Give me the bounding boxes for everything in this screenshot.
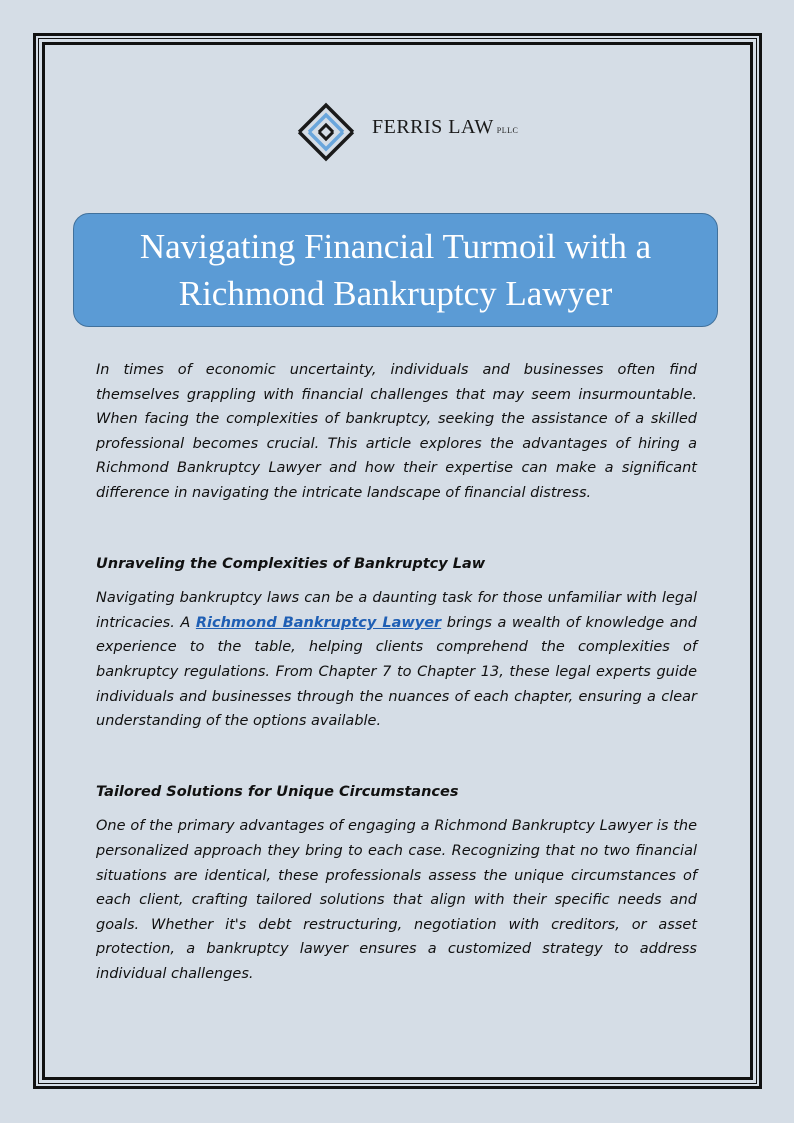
logo-diamond-icon [290,96,362,168]
richmond-bankruptcy-lawyer-link[interactable]: Richmond Bankruptcy Lawyer [195,614,442,631]
title-banner [73,213,718,327]
paragraph-text-after-link: brings a wealth of knowledge and experience to the table, helping clients comprehend the complexities of bankruptcy regulations. From Chapter 7 to Chapter 13, these legal experts guide individuals and businesses through the nuances of each chapter, ensuring a clear understanding of the options available. [96,614,697,730]
paragraph-text-before-link: Navigating bankruptcy laws can be a daunting task for those unfamiliar with legal intricacies. A [96,590,697,631]
ferris-law-logo [290,96,520,168]
section-paragraph-unraveling [96,586,697,734]
article-body [96,358,697,986]
section-heading-unraveling: Unraveling the Complexities of Bankruptcy Law [96,555,486,572]
logo-suffix: PLLC [496,126,519,135]
intro-paragraph: In times of economic uncertainty, individuals and businesses often find themselves grappling with financial challenges that may seem insurmountable. When facing the complexities of bankruptcy, seeking the assistance of a skilled professional becomes crucial. This article explores the advantages of hiring a Richmond Bankruptcy Lawyer and how their expertise can make a significant difference in navigating the intricate landscape of financial distress. [96,362,697,501]
logo-name: FERRIS LAW [372,116,494,138]
section-heading-tailored: Tailored Solutions for Unique Circumstances [96,783,459,800]
logo-wordmark [372,116,518,139]
page-title: Navigating Financial Turmoil with a Richmond Bankruptcy Lawyer [139,227,652,313]
section-paragraph-tailored: One of the primary advantages of engaging a Richmond Bankruptcy Lawyer is the personalized approach they bring to each case. Recognizing that no two financial situations are identical, these professionals assess the unique circumstances of each client, crafting tailored solutions that align with their specific needs and goals. Whether it's debt restructuring, negotiation with creditors, or asset protection, a bankruptcy lawyer ensures a customized strategy to address individual challenges. [96,818,697,982]
